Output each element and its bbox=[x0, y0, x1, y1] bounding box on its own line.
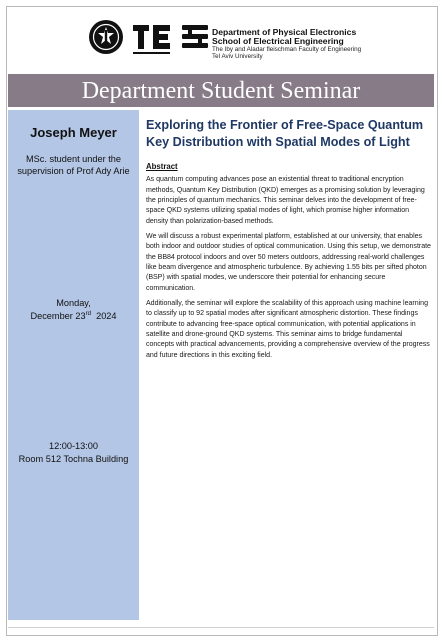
department-name: Department of Physical Electronics bbox=[212, 27, 357, 37]
speaker-role: MSc. student under the supervision of Prof Ady Arie bbox=[17, 154, 130, 177]
seminar-time-location bbox=[8, 440, 139, 466]
seminar-banner: Department Student Seminar bbox=[8, 74, 434, 107]
abstract-paragraph: As quantum computing advances pose an existential threat to traditional encryption methods, Quantum Key Distribution (QKD) emerges as a promising solution by leveraging the principles of quantum mechanics. This seminar delves into the development of free-space QKD systems utilizing spatial modes of light, which promise higher information density than polarization-based methods. bbox=[146, 176, 425, 225]
faculty-logo-icon bbox=[180, 19, 210, 55]
hebrew-letters-logo-icon bbox=[130, 19, 174, 55]
talk-title: Exploring the Frontier of Free-Space Quantum Key Distribution with Spatial Modes of Light bbox=[146, 118, 424, 149]
department-text bbox=[212, 28, 361, 60]
logo-group bbox=[88, 19, 210, 55]
header bbox=[0, 0, 430, 72]
abstract-paragraph: Additionally, the seminar will explore the scalability of this approach using machine learning to classify up to 92 spatial modes after significant atmospheric distortion. These findings contribute to advancing free-space optical communication, with potential applications in satellite and drone-ground QKD systems. This seminar aims to bridge fundamental concepts with practical advancements, providing a comprehensive overview of the progress and future directions in this exciting field. bbox=[146, 300, 430, 359]
faculty-name: The Iby and Aladar fleischman Faculty of Engineering bbox=[212, 46, 362, 54]
main-content bbox=[146, 117, 431, 366]
abstract-heading: Abstract bbox=[146, 162, 178, 172]
date-year: 2024 bbox=[96, 310, 117, 321]
date-suffix: rd bbox=[85, 310, 91, 317]
bottom-divider bbox=[8, 627, 434, 628]
school-name: School of Electrical Engineering bbox=[212, 36, 344, 47]
university-name: Tel Aviv University bbox=[212, 52, 263, 60]
date-line bbox=[8, 310, 139, 323]
date-month-day: December 23 bbox=[30, 310, 86, 321]
speaker-name: Joseph Meyer bbox=[30, 125, 117, 140]
seminar-date bbox=[8, 297, 139, 323]
seminar-time: 12:00-13:00 bbox=[48, 441, 99, 451]
speaker-sidebar bbox=[8, 110, 139, 620]
seminar-room: Room 512 Tochna Building bbox=[18, 453, 129, 464]
tau-seal-icon bbox=[88, 19, 124, 55]
abstract-paragraph: We will discuss a robust experimental platform, established at our university, that enables both indoor and outdoor studies of optical communication. Using this setup, we demonstrate the BB84 protocol indoors and over 50 meters outdoors, addressing real-world challenges like beam divergence and atmospheric turbulence. By achieving 1.55 bits per sifted photon (BSP) with spatial modes, we underscore their potential for enhancing secure communication. bbox=[146, 232, 431, 292]
date-weekday: Monday, bbox=[56, 298, 91, 308]
